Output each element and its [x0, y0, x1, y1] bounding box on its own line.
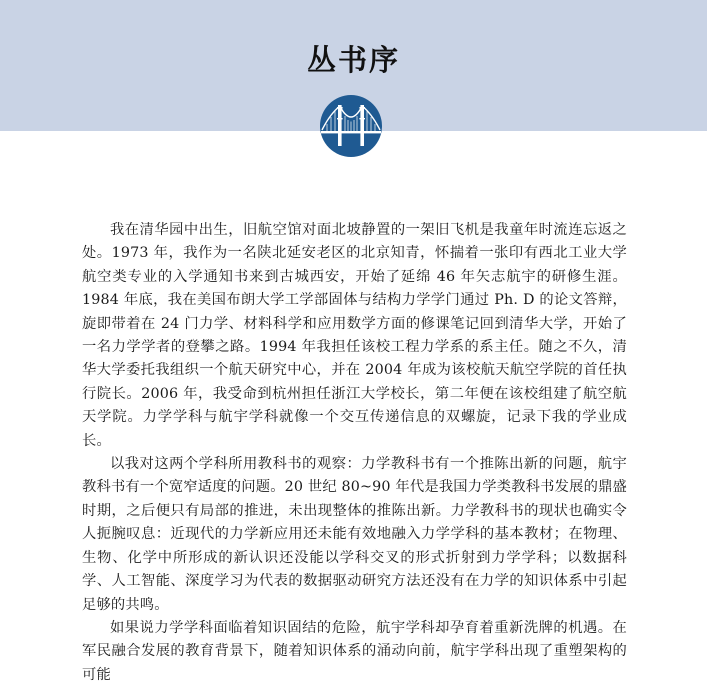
paragraph: 我在清华园中出生，旧航空馆对面北坡静置的一架旧飞机是我童年时流连忘返之处。1973 年，我作为一名陕北延安老区的北京知青，怀揣着一张印有西北工业大学航空类专业的入学通知书来到古城西安，开始了延绵 46 年矢志航宇的研修生涯。1984 年底，我在美国布朗大学工学部固体与结构力学学门通过 Ph. D 的论文答辩，旋即带着在 24 门力学、材料科学和应用数学方面的修课笔记回到清华大学，开始了一名力学学者的登攀之路。1994 年我担任该校工程力学系的系主任。随之不久，清华大学委托我组织一个航天研究中心，并在 2004 年成为该校航天航空学院的首任执行院长。2006 年，我受命到杭州担任浙江大学校长，第二年便在该校组建了航空航天学院。力学学科与航宇学科就像一个交互传递信息的双螺旋，记录下我的学业成长。	[82, 222, 627, 449]
suspension-bridge-icon	[319, 94, 383, 158]
page-title: 丛书序	[306, 43, 400, 77]
preface-body	[82, 219, 627, 687]
paragraph: 如果说力学学科面临着知识固结的危险，航宇学科却孕育着重新洗牌的机遇。在军民融合发展的教育背景下，随着知识体系的涌动向前，航宇学科出现了重塑架构的可能	[82, 619, 627, 683]
paragraph: 以我对这两个学科所用教科书的观察：力学教科书有一个推陈出新的问题，航宇教科书有一个宽窄适度的问题。20 世纪 80~90 年代是我国力学类教科书发展的鼎盛时期，之后便只有局部的推进，未出现整体的推陈出新。力学教科书的现状也确实令人扼腕叹息：近现代的力学新应用还未能有效地融入力学学科的基本教材；在物理、生物、化学中所形成的新认识还没能以学科交叉的形式折射到力学学科；以数据科学、人工智能、深度学习为代表的数据驱动研究方法还没有在力学的知识体系中引起足够的共鸣。	[82, 456, 627, 613]
